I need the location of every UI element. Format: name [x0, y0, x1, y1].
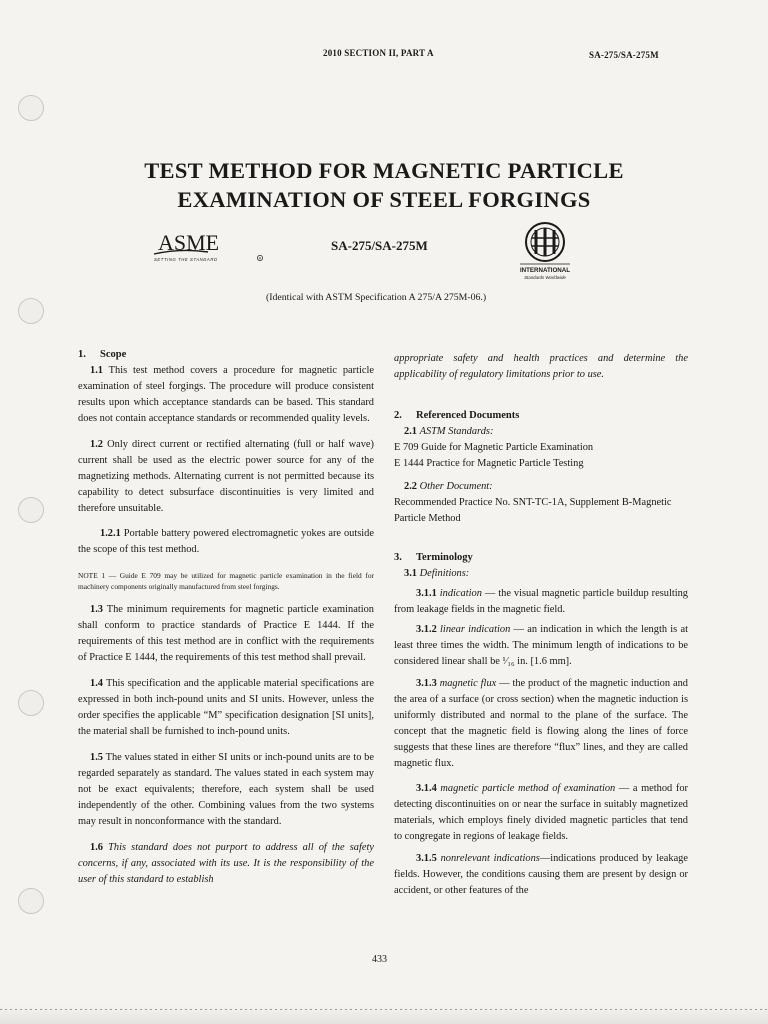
- note-1: NOTE 1 — Guide E 709 may be utilized for magnetic particle examination in the field for machinery components originally manufactured from steel forgings.: [78, 571, 374, 591]
- reference-e709: E 709 Guide for Magnetic Particle Examination: [394, 442, 594, 453]
- definition-magnetic-particle-method: 3.1.4 magnetic particle method of examination — a method for detecting discontinuities on or near the surface in suitably magnetized materials, which employs finely divided magnetic particles that tend to congregate in regions of leakage fields.: [394, 783, 688, 842]
- binder-hole: [18, 497, 44, 523]
- left-column: [78, 347, 374, 888]
- definition-magnetic-flux: 3.1.3 magnetic flux — the product of the magnetic induction and the area of a surface (or cross section) when the magnetic induction is uniformly distributed and normal to the plane of the surface. The concept that the magnetic field is flowing along the lines of force suggests that these lines are therefore “flux” lines, and they are called magnetic flux.: [394, 678, 688, 769]
- reference-e1444: E 1444 Practice for Magnetic Particle Testing: [394, 458, 584, 469]
- paragraph-1-6: 1.6 This standard does not purport to address all of the safety concerns, if any, associated with its use. It is the responsibility of the user of this standard to establish: [78, 842, 374, 885]
- definition-linear-indication: 3.1.2 linear indication — an indication in which the length is at least three times the width. The minimum length of indications to be considered linear shall be ¹⁄₁₆ in. [1.6 mm].: [394, 624, 688, 667]
- svg-text:INTERNATIONAL: INTERNATIONAL: [519, 267, 571, 274]
- scan-edge: [0, 1006, 768, 1024]
- subsection-2-2: 2.2 Other Document:: [404, 481, 493, 492]
- binder-hole: [18, 298, 44, 324]
- identical-note: (Identical with ASTM Specification A 275/A 275M-06.): [266, 292, 487, 303]
- right-column: [394, 351, 688, 899]
- asme-logo-mark: [150, 226, 270, 266]
- binder-hole: [18, 888, 44, 914]
- astm-logo-mark: [512, 220, 578, 288]
- section-heading-scope: 1. Scope: [78, 349, 127, 360]
- document-title: [0, 156, 768, 214]
- svg-text:Standards Worldwide: Standards Worldwide: [524, 275, 566, 280]
- running-header-section: 2010 SECTION II, PART A: [323, 48, 434, 58]
- subsection-2-1: 2.1 ASTM Standards:: [404, 426, 494, 437]
- designation: SA-275/SA-275M: [331, 238, 428, 253]
- svg-text:R: R: [258, 256, 262, 261]
- definition-indication: 3.1.1 indication — the visual magnetic particle buildup resulting from leakage fields in the magnetic field.: [394, 588, 688, 615]
- asme-logo: [150, 226, 270, 266]
- binder-hole: [18, 690, 44, 716]
- paragraph-1-6-continued: appropriate safety and health practices and determine the applicability of regulatory limitations prior to use.: [394, 353, 688, 380]
- paragraph-1-5: 1.5 The values stated in either SI units or inch-pound units are to be regarded separately as standard. The values stated in each system may not be exact equivalents; therefore, each system shall be used independently of the other. Combining values from the two systems may result in nonconformance with the standard.: [78, 752, 374, 827]
- svg-text:ASME: ASME: [158, 230, 220, 255]
- paragraph-1-3: 1.3 The minimum requirements for magnetic particle examination shall conform to practice standards of Practice E 1444. If the requirements of this test method are in conflict with the requirements of Practice E 1444, the requirements of this test method shall prevail.: [78, 604, 374, 663]
- page-number: 433: [372, 954, 387, 965]
- title-line-1: TEST METHOD FOR MAGNETIC PARTICLE: [144, 158, 624, 183]
- section-heading-referenced-documents: 2. Referenced Documents: [394, 410, 520, 421]
- astm-logo: [512, 220, 578, 288]
- paragraph-1-2-1: 1.2.1 Portable battery powered electromagnetic yokes are outside the scope of this test method.: [78, 528, 374, 555]
- paragraph-1-1: 1.1 This test method covers a procedure for magnetic particle examination of steel forgings. The procedure will produce consistent results upon which acceptance standards can be based. This standard does not contain acceptance standards or recommended quality levels.: [78, 365, 374, 424]
- svg-text:SETTING THE STANDARD: SETTING THE STANDARD: [154, 257, 218, 262]
- paragraph-1-4: 1.4 This specification and the applicable material specifications are expressed in both inch-pound units and SI units. However, unless the order specifies the applicable “M” specification designation [SI units], the material shall be furnished to inch-pound units.: [78, 678, 374, 737]
- definition-nonrelevant-indications: 3.1.5 nonrelevant indications—indications produced by leakage fields. However, the conditions causing them are present by design or accident, or other features of the: [394, 853, 688, 896]
- running-header-designation: SA-275/SA-275M: [589, 50, 659, 60]
- section-heading-terminology: 3. Terminology: [394, 552, 473, 563]
- title-line-2: EXAMINATION OF STEEL FORGINGS: [177, 187, 591, 212]
- reference-snt-tc-1a: Recommended Practice No. SNT-TC-1A, Supplement B-Magnetic Particle Method: [394, 497, 672, 524]
- binder-hole: [18, 95, 44, 121]
- paragraph-1-2: 1.2 Only direct current or rectified alternating (full or half wave) current shall be used as the electric power source for any of the magnetizing methods. Alternating current is not permitted because its capability to detect subsurface discontinuities is very limited and therefore unsuitable.: [78, 439, 374, 514]
- subsection-3-1: 3.1 Definitions:: [404, 568, 470, 579]
